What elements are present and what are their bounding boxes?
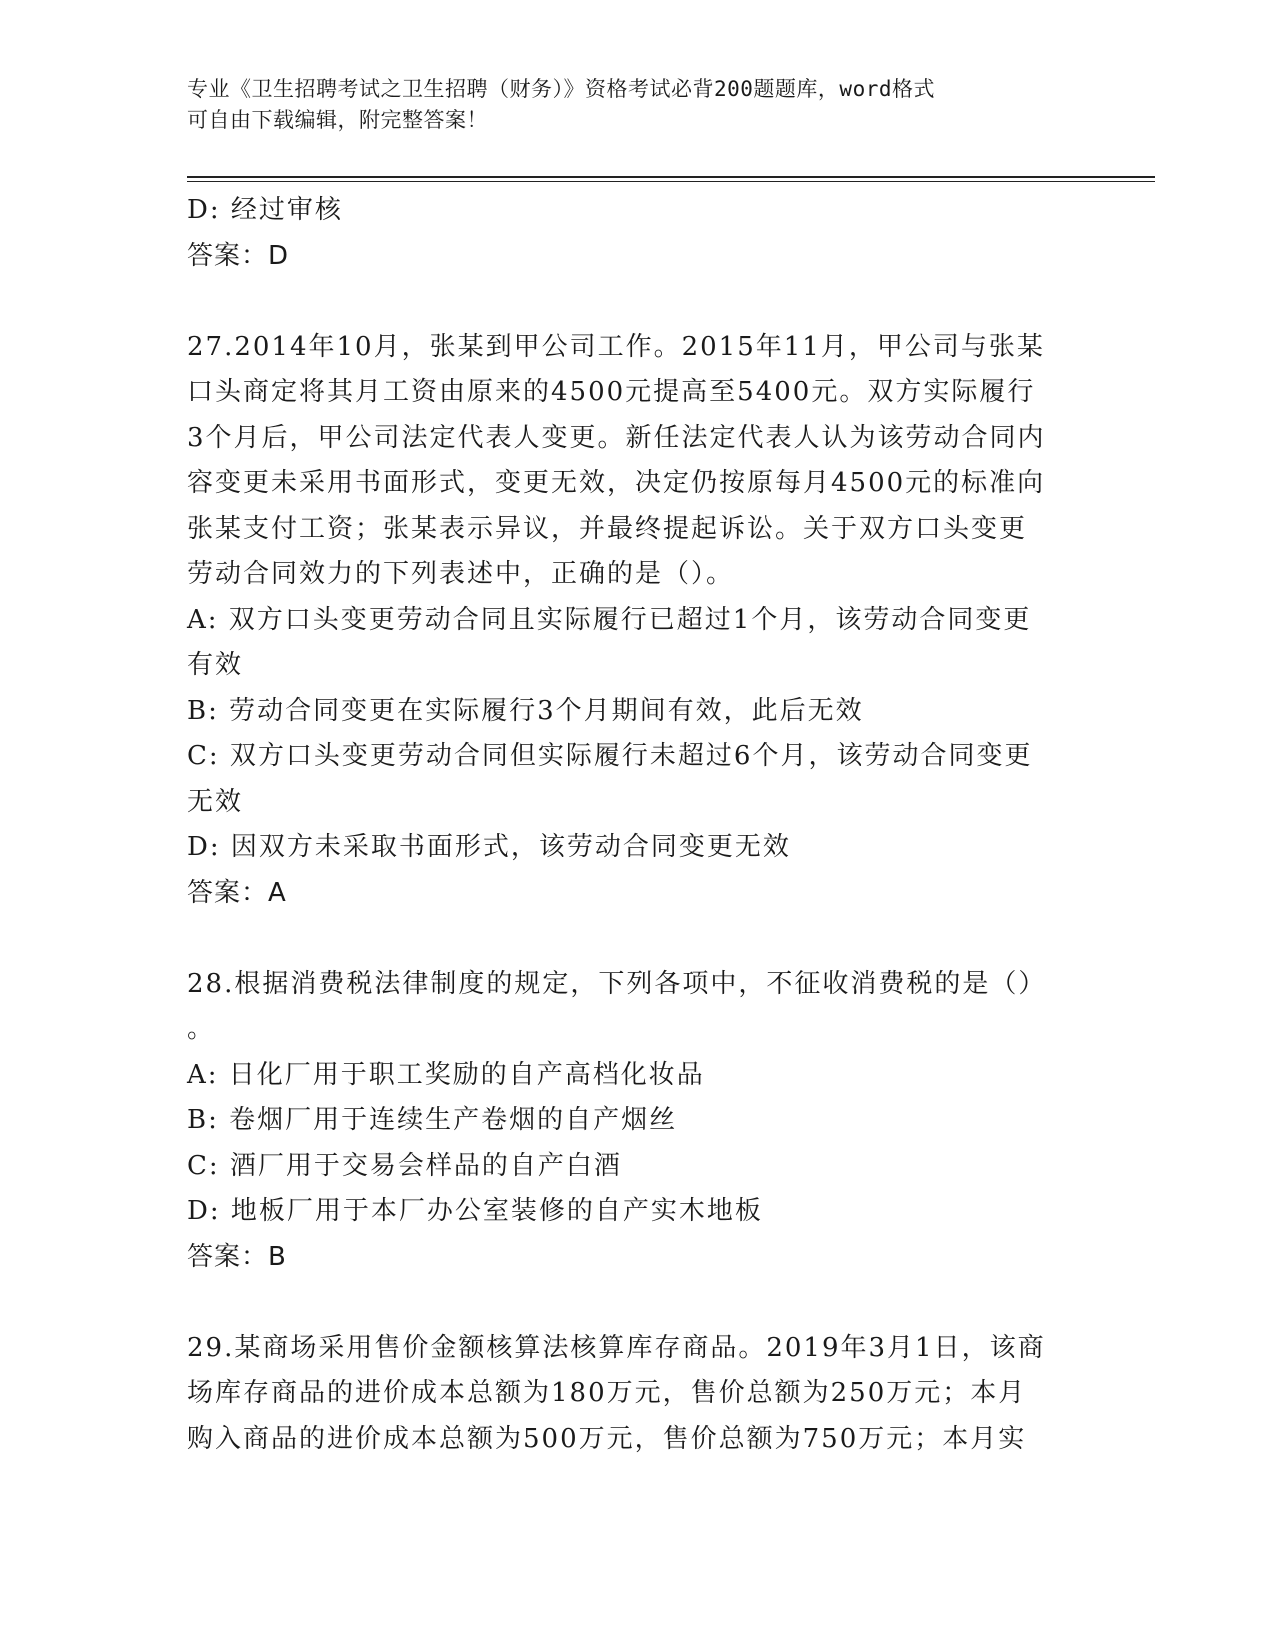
question-27 <box>187 325 1087 917</box>
header-divider <box>187 176 1155 182</box>
question-28-option-d: D: 地板厂用于本厂办公室装修的自产实木地板 <box>187 1196 763 1226</box>
question-28-option-b: B: 卷烟厂用于连续生产卷烟的自产烟丝 <box>187 1105 678 1135</box>
question-29 <box>187 1326 1087 1463</box>
question-27-option-d: D: 因双方未采取书面形式，该劳动合同变更无效 <box>187 832 791 862</box>
question-28-option-c: C: 酒厂用于交易会样品的自产白酒 <box>187 1150 622 1181</box>
question-28-answer: 答案：B <box>187 1241 287 1272</box>
question-27-option-b: B: 劳动合同变更在实际履行3个月期间有效，此后无效 <box>187 695 864 726</box>
question-27-option-a: A: 双方口头变更劳动合同且实际履行已超过1个月，该劳动合同变更 <box>187 604 1032 635</box>
question-28-stem-line: 28.根据消费税法律制度的规定，下列各项中，不征收消费税的是（） <box>187 968 1047 999</box>
question-27-stem-line: 3个月后，甲公司法定代表人变更。新任法定代表人认为该劳动合同内 <box>187 422 1046 453</box>
question-spacer <box>187 279 1087 325</box>
question-28 <box>187 962 1087 1281</box>
question-27-stem-line: 27.2014年10月，张某到甲公司工作。2015年11月，甲公司与张某 <box>187 331 1045 362</box>
question-26-option-d: D: 经过审核 <box>187 195 343 225</box>
question-29-stem-line: 购入商品的进价成本总额为500万元，售价总额为750万元；本月实 <box>187 1423 1027 1454</box>
question-27-option-a-continued: 有效 <box>187 650 244 680</box>
header-title-line-2: 可自由下载编辑，附完整答案！ <box>187 108 488 132</box>
question-26-answer: 答案：D <box>187 240 290 271</box>
question-29-stem-line: 29.某商场采用售价金额核算法核算库存商品。2019年3月1日，该商 <box>187 1332 1046 1363</box>
question-27-option-c: C: 双方口头变更劳动合同但实际履行未超过6个月，该劳动合同变更 <box>187 741 1033 771</box>
question-27-stem-line: 容变更未采用书面形式，变更无效，决定仍按原每月4500元的标准向 <box>187 468 1046 498</box>
question-27-stem-line: 劳动合同效力的下列表述中，正确的是（）。 <box>187 559 735 589</box>
question-27-stem-line: 口头商定将其月工资由原来的4500元提高至5400元。双方实际履行 <box>187 377 1036 407</box>
header-title-line-1: 专业《卫生招聘考试之卫生招聘（财务）》资格考试必背200题题库，word格式 <box>187 77 935 101</box>
document-header <box>187 74 1067 136</box>
question-27-stem-line: 张某支付工资；张某表示异议，并最终提起诉讼。关于双方口头变更 <box>187 513 1028 544</box>
question-spacer <box>187 916 1087 962</box>
question-29-stem-line: 场库存商品的进价成本总额为180万元，售价总额为250万元；本月 <box>187 1378 1027 1408</box>
question-28-stem-line: 。 <box>187 1014 216 1044</box>
question-spacer <box>187 1280 1087 1326</box>
question-27-option-c-continued: 无效 <box>187 786 244 817</box>
document-body <box>187 188 1087 1462</box>
question-27-answer: 答案：A <box>187 877 287 908</box>
question-28-option-a: A: 日化厂用于职工奖励的自产高档化妆品 <box>187 1059 705 1090</box>
